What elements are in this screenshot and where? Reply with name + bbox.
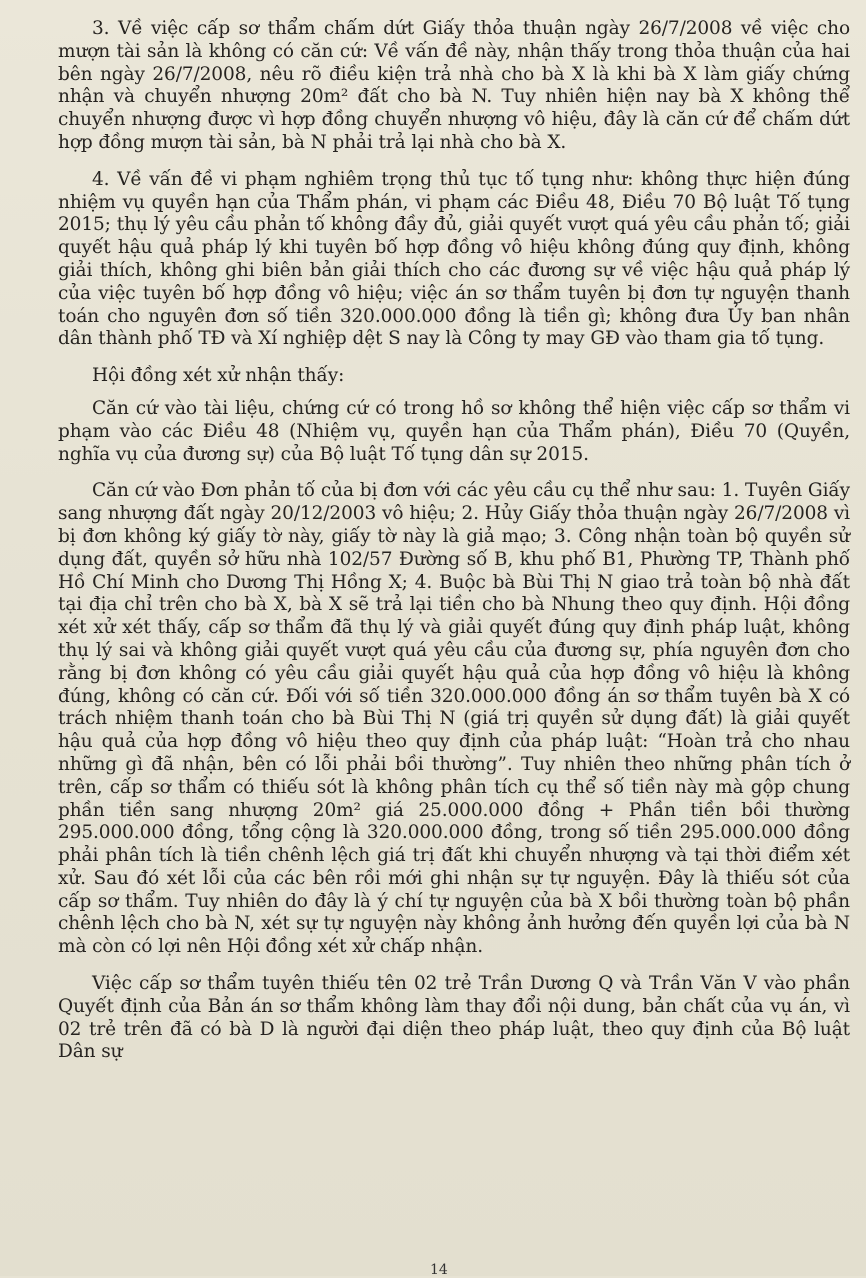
paragraph-evidence-basis: Căn cứ vào tài liệu, chứng cứ có trong hồ sơ không thể hiện việc cấp sơ thẩm vi phạm vào các Điều 48 (Nhiệm vụ, quyền hạn của Thẩm phán), Điều 70 (Quyền, nghĩa vụ của đương sự) của Bộ luật Tố tụng dân sự 2015. [58,397,850,465]
paragraph-missing-children-names: Việc cấp sơ thẩm tuyên thiếu tên 02 trẻ Trần Dương Q và Trần Văn V vào phần Quyết định của Bản án sơ thẩm không làm thay đổi nội dung, bản chất của vụ án, vì 02 trẻ trên đã có bà D là người đại diện theo pháp luật, theo quy định của Bộ luật Dân sự [58,973,850,1063]
paragraph-3-loan-agreement: 3. Về việc cấp sơ thẩm chấm dứt Giấy thỏa thuận ngày 26/7/2008 về việc cho mượn tài sản là không có căn cứ: Về vấn đề này, nhận thấy trong thỏa thuận của hai bên ngày 26/7/2008, nêu rõ điều kiện trả nhà cho bà X là khi bà X làm giấy chứng nhận và chuyển nhượng 20m² đất cho bà N. Tuy nhiên hiện nay bà X không thể chuyển nhượng được vì hợp đồng chuyển nhượng vô hiệu, đây là căn cứ để chấm dứt hợp đồng mượn tài sản, bà N phải trả lại nhà cho bà X. [58,18,850,153]
paragraph-council-finds: Hội đồng xét xử nhận thấy: [92,365,345,387]
paragraph-4-procedure-violation: 4. Về vấn đề vi phạm nghiêm trọng thủ tục tố tụng như: không thực hiện đúng nhiệm vụ quyền hạn của Thẩm phán, vi phạm các Điều 48, Điều 70 Bộ luật Tố tụng 2015; thụ lý yêu cầu phản tố không đầy đủ, giải quyết vượt quá yêu cầu phản tố; giải quyết hậu quả pháp lý khi tuyên bố hợp đồng vô hiệu không đúng quy định, không giải thích, không ghi biên bản giải thích cho các đương sự về việc hậu quả pháp lý của việc tuyên bố hợp đồng vô hiệu; việc án sơ thẩm tuyên bị đơn tự nguyện thanh toán cho nguyên đơn số tiền 320.000.000 đồng là tiền gì; không đưa Ủy ban nhân dân thành phố TĐ và Xí nghiệp dệt S nay là Công ty may GĐ vào tham gia tố tụng. [58,168,850,350]
document-body [58,18,850,1078]
page-number: 14 [430,1262,448,1278]
paragraph-counterclaim-analysis: Căn cứ vào Đơn phản tố của bị đơn với các yêu cầu cụ thể như sau: 1. Tuyên Giấy sang nhượng đất ngày 20/12/2003 vô hiệu; 2. Hủy Giấy thỏa thuận ngày 26/7/2008 vì bị đơn không ký giấy tờ này, giấy tờ này là giả mạo; 3. Công nhận toàn bộ quyền sử dụng đất, quyền sở hữu nhà 102/57 Đường số B, khu phố B1, Phường TP, Thành phố Hồ Chí Minh cho Dương Thị Hồng X; 4. Buộc bà Bùi Thị N giao trả toàn bộ nhà đất tại địa chỉ trên cho bà X, bà X sẽ trả lại tiền cho bà Nhung theo quy định. Hội đồng xét xử xét thấy, cấp sơ thẩm đã thụ lý và giải quyết đúng quy định pháp luật, không thụ lý sai và không giải quyết vượt quá yêu cầu của đương sự, phía nguyên đơn cho rằng bị đơn không có yêu cầu giải quyết hậu quả của hợp đồng vô hiệu là không đúng, không có căn cứ. Đối với số tiền 320.000.000 đồng án sơ thẩm tuyên bà X có trách nhiệm thanh toán cho bà Bùi Thị N (giá trị quyền sử dụng đất) là giải quyết hậu quả của hợp đồng vô hiệu theo quy định của pháp luật: “Hoàn trả cho nhau những gì đã nhận, bên có lỗi phải bồi thường”. Tuy nhiên theo những phân tích ở trên, cấp sơ thẩm có thiếu sót là không phân tích cụ thể số tiền này mà gộp chung phần tiền sang nhượng 20m² giá 25.000.000 đồng + Phần tiền bồi thường 295.000.000 đồng, tổng cộng là 320.000.000 đồng, trong số tiền 295.000.000 đồng phải phân tích là tiền chênh lệch giá trị đất khi chuyển nhượng và tại thời điểm xét xử. Sau đó xét lỗi của các bên rồi mới ghi nhận sự tự nguyện. Đây là thiếu sót của cấp sơ thẩm. Tuy nhiên do đây là ý chí tự nguyện của bà X bồi thường toàn bộ phần chênh lệch cho bà N, xét sự tự nguyện này không ảnh hưởng đến quyền lợi của bà N mà còn có lợi nên Hội đồng xét xử chấp nhận. [58,480,850,958]
